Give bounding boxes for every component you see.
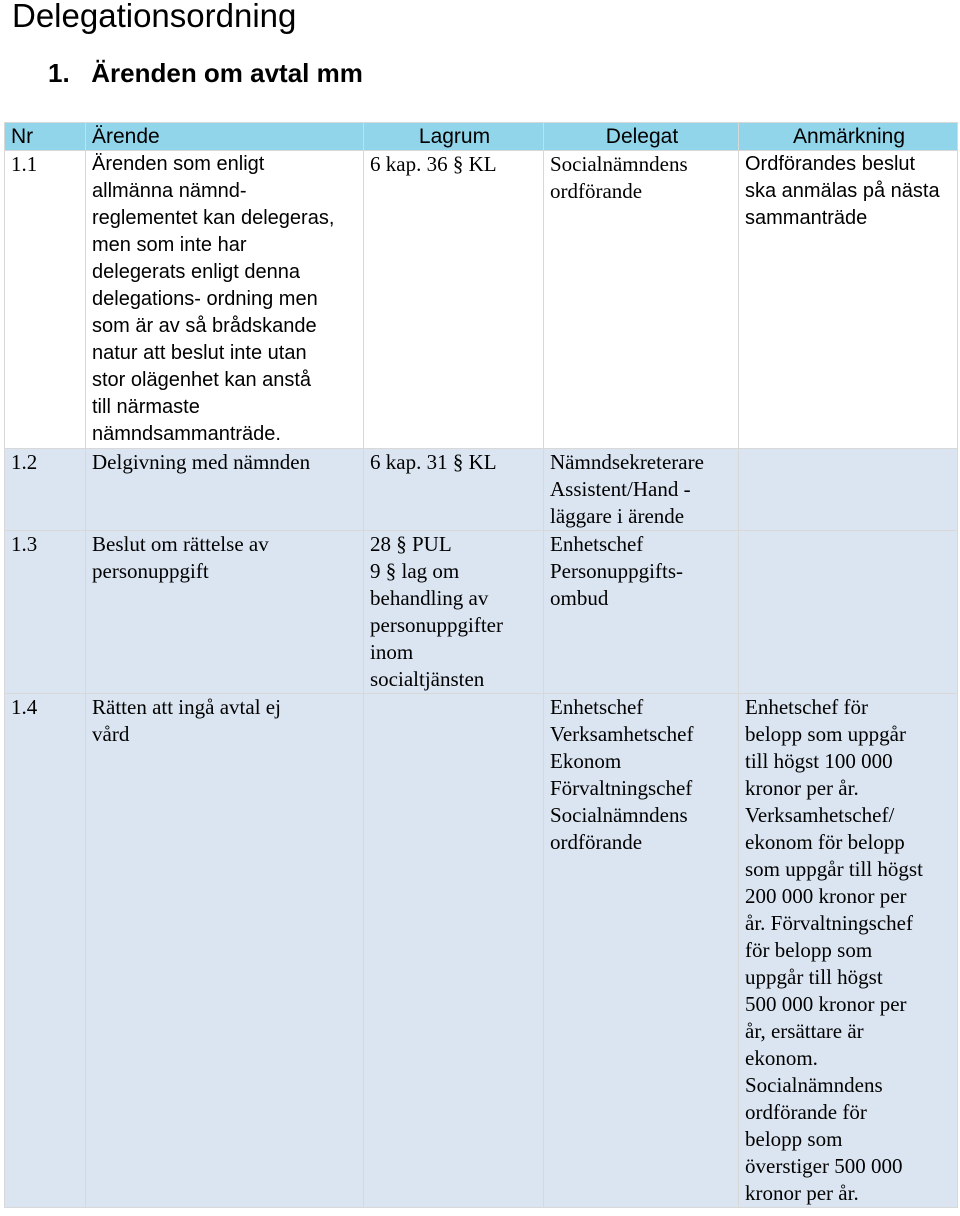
cell-nr: 1.4 <box>5 694 86 1208</box>
table-header-row <box>5 123 958 151</box>
cell-line: år. Förvaltningschef <box>745 911 913 935</box>
table-row <box>5 531 958 694</box>
cell-line: 200 000 kronor per <box>745 884 907 908</box>
cell-anmarkning <box>739 694 958 1208</box>
table-row <box>5 449 958 531</box>
cell-line: ombud <box>550 586 609 610</box>
cell-line: ordförande för <box>745 1100 867 1124</box>
cell-nr: 1.3 <box>5 531 86 694</box>
table-body <box>5 151 958 1208</box>
cell-line: behandling av <box>370 586 489 610</box>
cell-line: överstiger 500 000 <box>745 1154 903 1178</box>
cell-line: till närmaste <box>92 396 200 418</box>
cell-line: sammanträde <box>745 207 868 229</box>
cell-line: uppgår till högst <box>745 965 883 989</box>
cell-lagrum <box>364 151 544 449</box>
header-delegat: Delegat <box>544 123 739 151</box>
cell-line: 28 § PUL <box>370 532 452 556</box>
cell-nr: 1.1 <box>5 151 86 449</box>
table-row <box>5 694 958 1208</box>
cell-line: som uppgår till högst <box>745 857 923 881</box>
cell-line: Rätten att ingå avtal ej <box>92 695 281 719</box>
cell-line: för belopp som <box>745 938 873 962</box>
document-title: Delegationsordning <box>12 0 297 34</box>
cell-line: Beslut om rättelse av <box>92 532 269 556</box>
cell-line: Nämndsekreterare <box>550 450 704 474</box>
cell-line: Enhetschef <box>550 695 644 719</box>
table-row <box>5 151 958 449</box>
section-heading <box>48 56 363 90</box>
cell-line: Socialnämndens <box>745 1073 883 1097</box>
section-title: Ärenden om avtal mm <box>91 58 363 88</box>
cell-arende <box>86 449 364 531</box>
cell-line: ska anmälas på nästa <box>745 180 940 202</box>
cell-line: ordförande <box>550 179 643 203</box>
cell-line: ekonom. <box>745 1046 818 1070</box>
cell-line: ordförande <box>550 830 643 854</box>
cell-line: personuppgifter <box>370 613 503 637</box>
cell-lagrum <box>364 694 544 1208</box>
cell-line: Verksamhetschef <box>550 722 694 746</box>
cell-delegat <box>544 151 739 449</box>
cell-line: 6 kap. 36 § KL <box>370 152 497 176</box>
cell-line: natur att beslut inte utan <box>92 342 307 364</box>
header-nr: Nr <box>5 123 86 151</box>
cell-line: 6 kap. 31 § KL <box>370 450 497 474</box>
cell-line: Socialnämndens <box>550 152 688 176</box>
cell-line: Personuppgifts- <box>550 559 683 583</box>
cell-delegat <box>544 449 739 531</box>
cell-delegat <box>544 531 739 694</box>
cell-line: år, ersättare är <box>745 1019 864 1043</box>
cell-anmarkning <box>739 531 958 694</box>
cell-line: personuppgift <box>92 559 209 583</box>
cell-arende <box>86 531 364 694</box>
cell-delegat <box>544 694 739 1208</box>
cell-arende <box>86 151 364 449</box>
cell-line: reglementet kan delegeras, <box>92 207 335 229</box>
cell-line: belopp som uppgår <box>745 722 906 746</box>
cell-arende <box>86 694 364 1208</box>
cell-line: Ordförandes beslut <box>745 153 916 175</box>
cell-line: ekonom för belopp <box>745 830 905 854</box>
cell-line: allmänna nämnd- <box>92 180 247 202</box>
section-number: 1. <box>48 58 70 88</box>
cell-line: Ekonom <box>550 749 622 773</box>
cell-line: kronor per år. <box>745 776 859 800</box>
cell-line: 9 § lag om <box>370 559 460 583</box>
cell-line: Enhetschef <box>550 532 644 556</box>
cell-line: till högst 100 000 <box>745 749 893 773</box>
cell-line: delegerats enligt denna <box>92 261 300 283</box>
cell-line: Förvaltningschef <box>550 776 693 800</box>
delegation-table <box>4 122 958 1208</box>
cell-anmarkning <box>739 449 958 531</box>
cell-line: 500 000 kronor per <box>745 992 907 1016</box>
cell-line: Enhetschef för <box>745 695 869 719</box>
cell-line: belopp som <box>745 1127 843 1151</box>
cell-lagrum <box>364 449 544 531</box>
cell-line: Delgivning med nämnden <box>92 450 311 474</box>
cell-lagrum <box>364 531 544 694</box>
cell-line: inom <box>370 640 414 664</box>
cell-line: stor olägenhet kan anstå <box>92 369 312 391</box>
cell-line: men som inte har <box>92 234 247 256</box>
header-anmarkning: Anmärkning <box>739 123 958 151</box>
cell-nr: 1.2 <box>5 449 86 531</box>
cell-line: Verksamhetschef/ <box>745 803 895 827</box>
header-lagrum: Lagrum <box>364 123 544 151</box>
cell-line: läggare i ärende <box>550 504 685 528</box>
cell-anmarkning <box>739 151 958 449</box>
header-arende: Ärende <box>86 123 364 151</box>
cell-line: Assistent/Hand - <box>550 477 691 501</box>
cell-line: nämndsammanträde. <box>92 423 281 445</box>
cell-line: vård <box>92 722 130 746</box>
cell-line: socialtjänsten <box>370 667 485 691</box>
cell-line: delegations- ordning men <box>92 288 318 310</box>
cell-line: Socialnämndens <box>550 803 688 827</box>
cell-line: som är av så brådskande <box>92 315 317 337</box>
cell-line: Ärenden som enligt <box>92 153 265 175</box>
cell-line: kronor per år. <box>745 1181 859 1205</box>
